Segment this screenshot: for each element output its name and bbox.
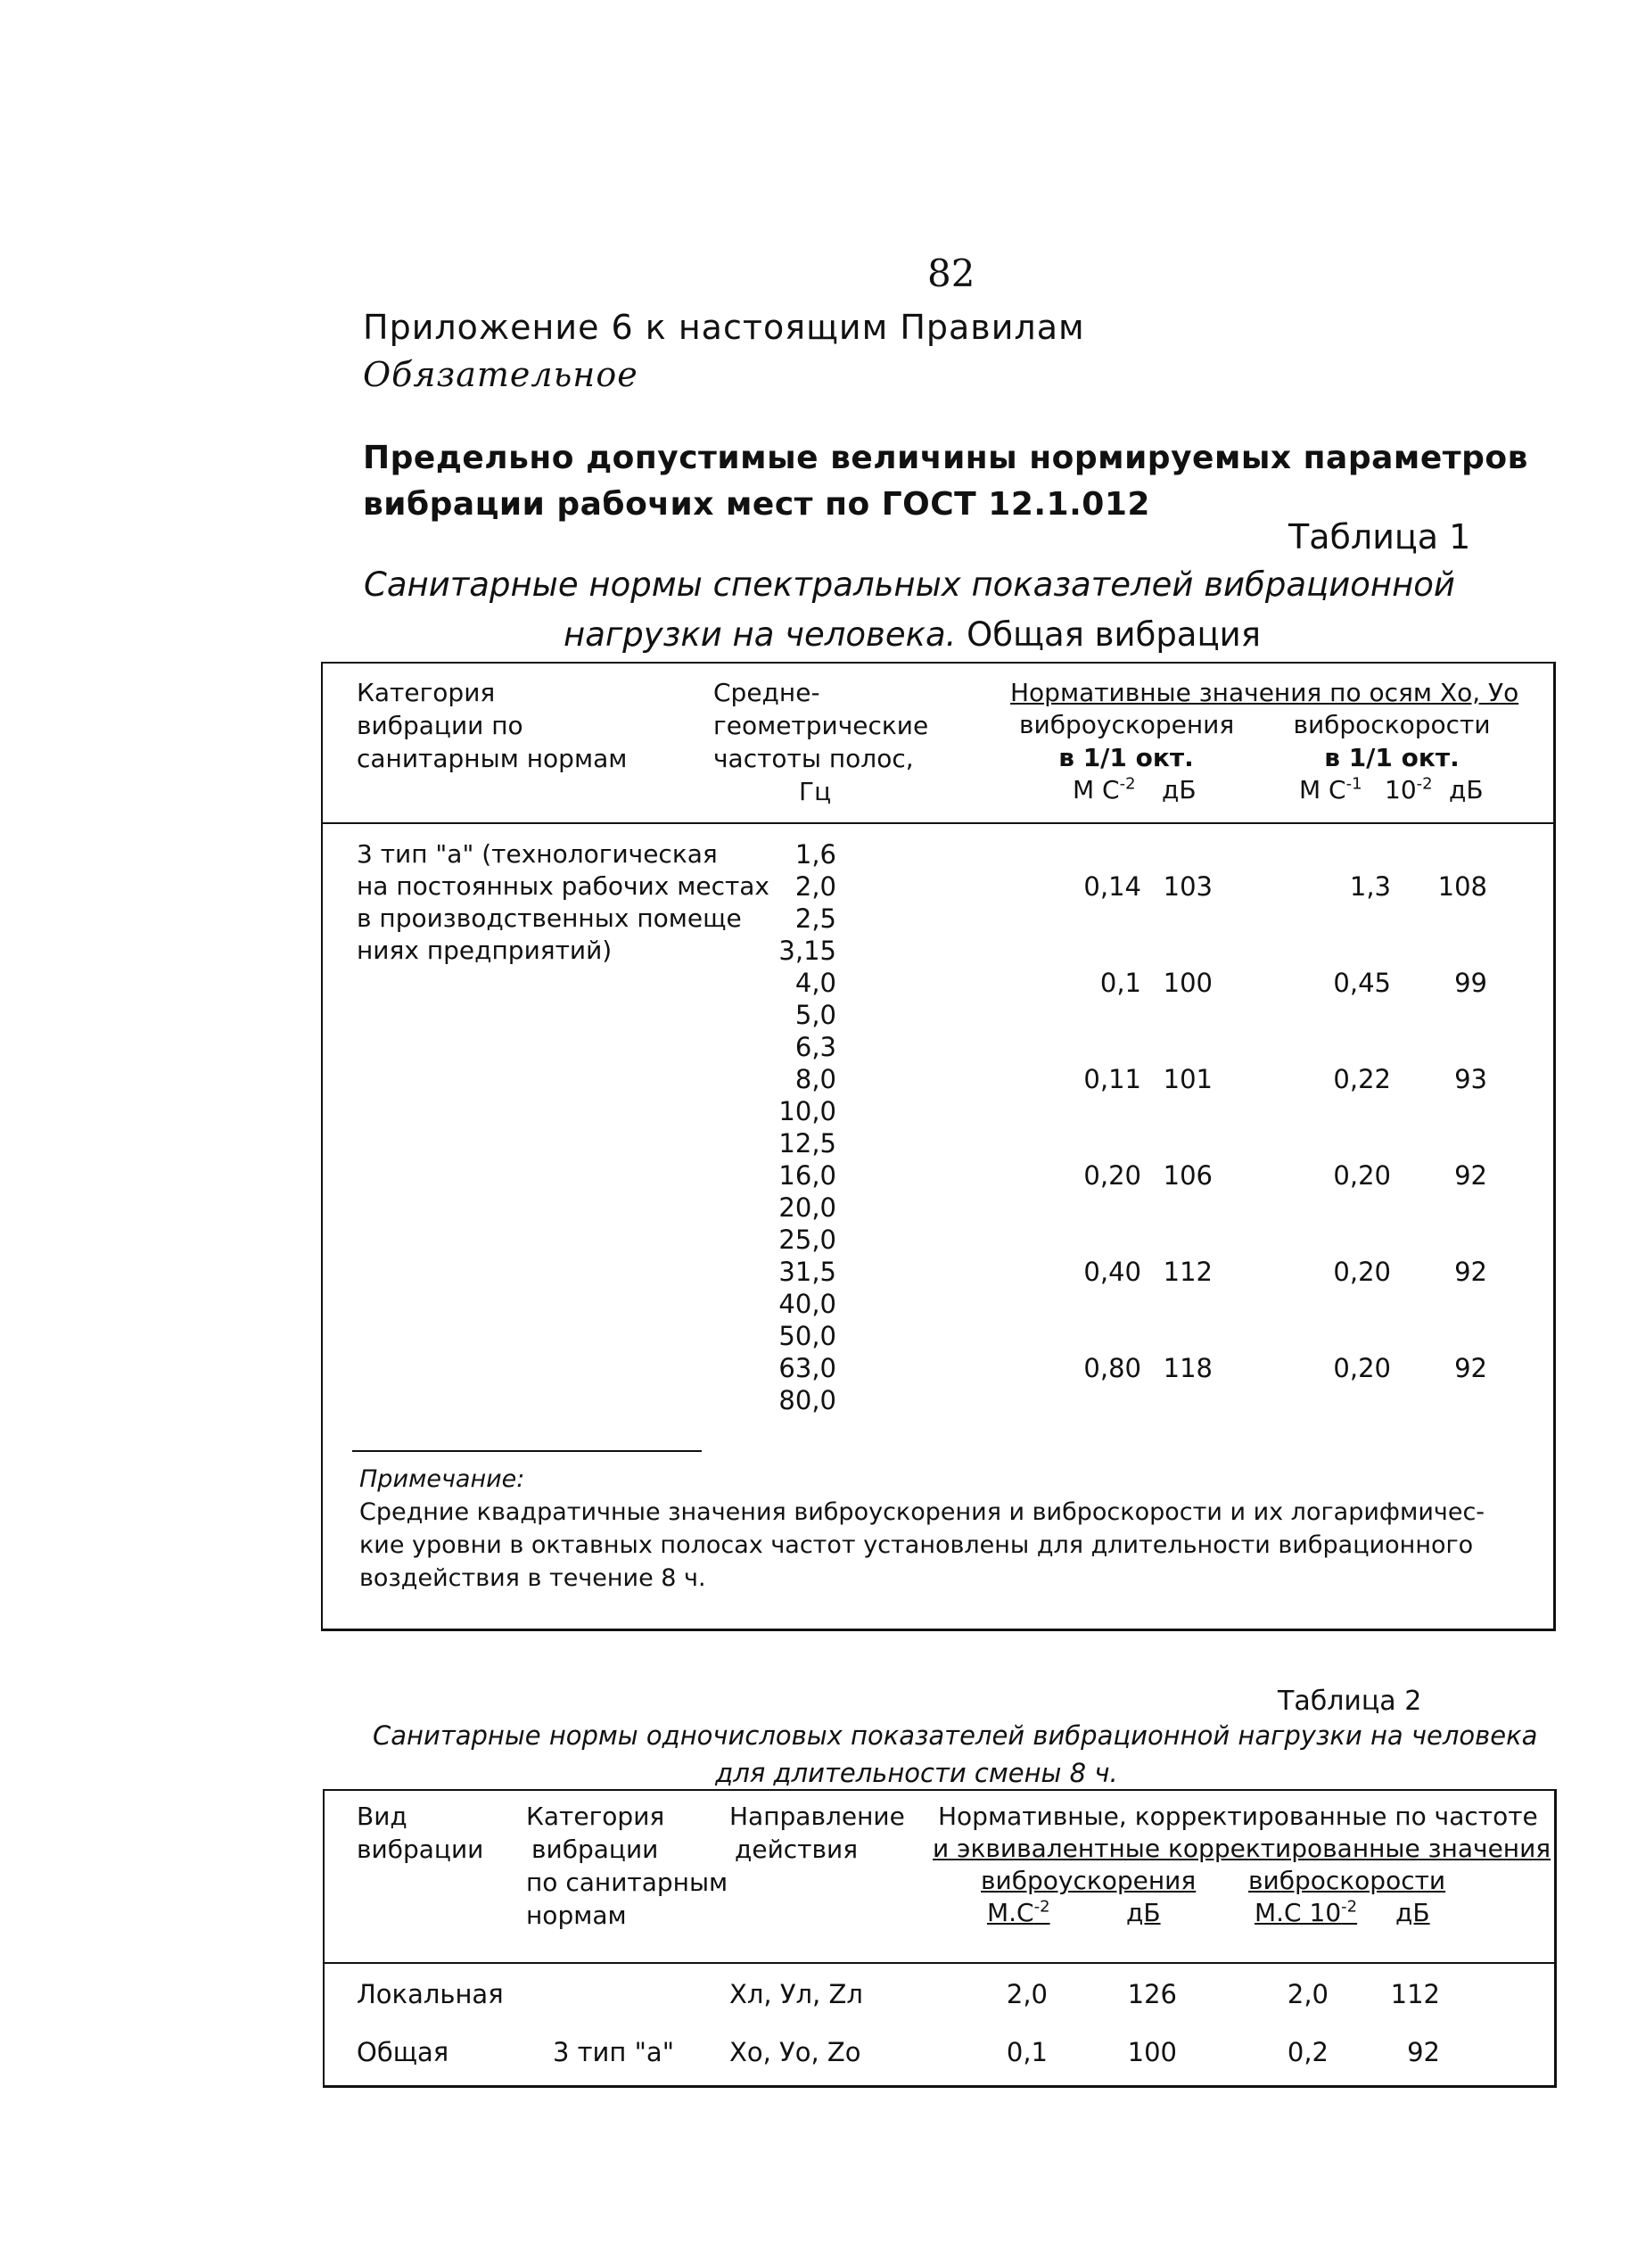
t2-cell-accel-db: 100: [1127, 2037, 1177, 2067]
table2-header-rule: [323, 1962, 1557, 1964]
t2-header-direction: [729, 1800, 905, 1866]
t1-accel-unit: [1073, 773, 1136, 806]
note-line: Средние квадратичные значения виброускорения и виброскорости и их логарифмичес-: [359, 1498, 1485, 1526]
unit-exponent: -2: [1033, 1897, 1050, 1917]
t1-value-velocity: 0,45: [1333, 968, 1391, 998]
t1-accel-db: дБ: [1162, 775, 1197, 804]
t2-accel-unit: [987, 1896, 1050, 1929]
table1-caption-line-2: [564, 610, 1455, 660]
unit-exponent: -2: [1416, 774, 1433, 794]
header-text: Категория: [357, 678, 496, 707]
note-line: кие уровни в октавных полосах частот установлены для длительности вибрационного: [359, 1531, 1474, 1559]
frequency-value: 63,0: [778, 1353, 836, 1383]
t2-header-type: [357, 1800, 483, 1866]
table2-label: Таблица 2: [1278, 1686, 1422, 1717]
header-text: санитарным нормам: [357, 744, 628, 773]
t2-cell-direction: Хо, Уо, Zо: [729, 2037, 861, 2067]
note-rule: [352, 1450, 702, 1452]
frequency-value: 12,5: [778, 1128, 836, 1159]
unit-text: М С: [1299, 775, 1346, 804]
frequency-value: 10,0: [778, 1096, 836, 1126]
t1-value-accel: 0,11: [1083, 1064, 1141, 1094]
t1-velocity-scale: [1385, 773, 1433, 806]
t1-value-velocity: 1,3: [1349, 871, 1391, 902]
t2-cell-type: Общая: [357, 2037, 449, 2067]
t1-value-accel: 0,1: [1099, 968, 1141, 998]
t1-velocity-db: дБ: [1449, 775, 1484, 804]
t1-value-velocity-db: 92: [1454, 1353, 1487, 1383]
heading-line-2: вибрации рабочих мест по ГОСТ 12.1.012: [363, 486, 1150, 523]
t1-category-text: [357, 838, 769, 967]
appendix-title: Приложение 6 к настоящим Правилам: [363, 308, 1085, 347]
caption-plain-part: Общая вибрация: [956, 615, 1261, 654]
t1-value-velocity-db: 99: [1454, 968, 1487, 998]
t1-value-accel-db: 103: [1163, 871, 1213, 902]
frequency-value: 31,5: [778, 1257, 836, 1287]
table1-note: [359, 1463, 1485, 1595]
table1-caption: [364, 560, 1455, 660]
unit-text: М.С: [987, 1898, 1034, 1927]
header-text: геометрические: [713, 711, 929, 740]
unit-exponent: -2: [1341, 1897, 1358, 1917]
t2-velocity-db: дБ: [1395, 1898, 1430, 1927]
document-heading: [363, 435, 1528, 528]
frequency-value: 8,0: [794, 1064, 836, 1094]
frequency-value: 80,0: [778, 1385, 836, 1415]
unit-exponent: -2: [1119, 774, 1136, 794]
frequency-value: 40,0: [778, 1289, 836, 1319]
header-text: Направление: [729, 1802, 905, 1831]
t1-value-accel-db: 106: [1163, 1160, 1213, 1191]
table1-header-rule: [321, 822, 1556, 824]
t1-frequency-column: [774, 838, 836, 1416]
header-text: вибрации: [357, 1835, 484, 1864]
frequency-value: 16,0: [778, 1160, 836, 1191]
header-text: действия: [735, 1835, 859, 1864]
t1-value-accel-db: 118: [1163, 1353, 1213, 1383]
t1-header-category: [357, 676, 627, 775]
t2-cell-direction: Хл, Ул, Zл: [729, 1979, 863, 2009]
t2-header-category: [526, 1800, 728, 1932]
header-text: Категория: [526, 1802, 665, 1831]
category-line: ниях предприятий): [357, 936, 613, 965]
t1-header-velocity: [1289, 708, 1494, 774]
t1-value-accel: 0,20: [1083, 1160, 1141, 1191]
t1-velocity-unit: [1299, 773, 1362, 806]
t1-value-velocity: 0,20: [1333, 1160, 1391, 1191]
t2-cell-accel: 2,0: [1006, 1979, 1048, 2009]
header-text: нормам: [526, 1901, 627, 1930]
category-line: на постоянных рабочих местах: [357, 871, 769, 901]
header-text: Гц: [799, 777, 832, 806]
note-title: Примечание:: [359, 1465, 525, 1493]
t1-value-accel-db: 112: [1163, 1257, 1213, 1287]
table1-label: Таблица 1: [1288, 517, 1471, 557]
heading-line-1: Предельно допустимые величины нормируемых параметров: [363, 440, 1528, 476]
t2-cell-velocity: 0,2: [1287, 2037, 1329, 2067]
frequency-value: 2,0: [794, 871, 836, 902]
unit-text: М.С 10: [1255, 1898, 1342, 1927]
category-line: в производственных помеще: [357, 903, 742, 933]
header-text: Средне-: [713, 678, 820, 707]
header-text: в 1/1 окт.: [1324, 743, 1460, 772]
t1-value-velocity-db: 108: [1437, 871, 1487, 902]
t1-value-velocity-db: 92: [1454, 1257, 1487, 1287]
header-text: вибрации: [531, 1835, 659, 1864]
t2-header-velocity: виброскорости: [1248, 1866, 1446, 1895]
header-text: по санитарным: [526, 1868, 728, 1897]
mandatory-label: Обязательное: [363, 355, 638, 394]
t1-value-accel: 0,14: [1083, 871, 1141, 902]
t2-accel-db: дБ: [1126, 1898, 1161, 1927]
t2-header-normative-2: и эквивалентные корректированные значения: [933, 1834, 1551, 1863]
t2-cell-accel-db: 126: [1127, 1979, 1177, 2009]
header-text: виброускорения: [1019, 710, 1235, 739]
frequency-value: 1,6: [794, 839, 836, 870]
t1-value-accel: 0,80: [1083, 1353, 1141, 1383]
table2-caption-line-2: для длительности смены 8 ч.: [715, 1758, 1118, 1788]
t1-value-velocity: 0,22: [1333, 1064, 1391, 1094]
t1-value-velocity: 0,20: [1333, 1353, 1391, 1383]
header-text: вибрации по: [357, 711, 523, 740]
unit-exponent: -1: [1345, 774, 1362, 794]
frequency-value: 6,3: [794, 1032, 836, 1062]
frequency-value: 3,15: [778, 936, 836, 966]
t1-header-accel: [1019, 708, 1233, 774]
t1-value-velocity-db: 92: [1454, 1160, 1487, 1191]
t2-cell-velocity-db: 92: [1407, 2037, 1440, 2067]
t2-cell-category: 3 тип "а": [553, 2037, 675, 2067]
note-line: воздействия в течение 8 ч.: [359, 1564, 706, 1592]
header-text: виброскорости: [1293, 710, 1491, 739]
frequency-value: 5,0: [794, 1000, 836, 1030]
table2-caption: [373, 1717, 1538, 1792]
t2-header-normative-1: Нормативные, корректированные по частоте: [938, 1802, 1538, 1831]
header-text: в 1/1 окт.: [1058, 743, 1194, 772]
header-text: Вид: [357, 1802, 407, 1831]
caption-italic-part: нагрузки на человека.: [564, 615, 957, 654]
t2-header-accel: виброускорения: [981, 1866, 1197, 1895]
frequency-value: 50,0: [778, 1321, 836, 1351]
unit-text: М С: [1073, 775, 1120, 804]
frequency-value: 2,5: [794, 903, 836, 934]
frequency-value: 4,0: [794, 968, 836, 998]
t1-header-frequency: [713, 676, 928, 808]
t1-value-velocity: 0,20: [1333, 1257, 1391, 1287]
t2-cell-type: Локальная: [357, 1979, 504, 2009]
frequency-value: 20,0: [778, 1192, 836, 1223]
t1-header-normative: Нормативные значения по осям Хо, Уо: [1010, 678, 1519, 707]
header-text: частоты полос,: [713, 744, 914, 773]
t1-value-accel-db: 101: [1163, 1064, 1213, 1094]
unit-text: 10: [1385, 775, 1417, 804]
t2-cell-velocity-db: 112: [1390, 1979, 1440, 2009]
t1-value-velocity-db: 93: [1454, 1064, 1487, 1094]
t1-value-accel-db: 100: [1163, 968, 1213, 998]
t2-cell-accel: 0,1: [1006, 2037, 1048, 2067]
category-line: 3 тип "а" (технологическая: [357, 839, 718, 869]
t2-velocity-unit: [1255, 1896, 1357, 1929]
table1-caption-line-1: Санитарные нормы спектральных показателей вибрационной: [364, 565, 1455, 604]
page-number: 82: [927, 252, 975, 295]
table2-caption-line-1: Санитарные нормы одночисловых показателей вибрационной нагрузки на человека: [373, 1720, 1538, 1751]
frequency-value: 25,0: [778, 1225, 836, 1255]
t1-value-accel: 0,40: [1083, 1257, 1141, 1287]
t2-cell-velocity: 2,0: [1287, 1979, 1329, 2009]
